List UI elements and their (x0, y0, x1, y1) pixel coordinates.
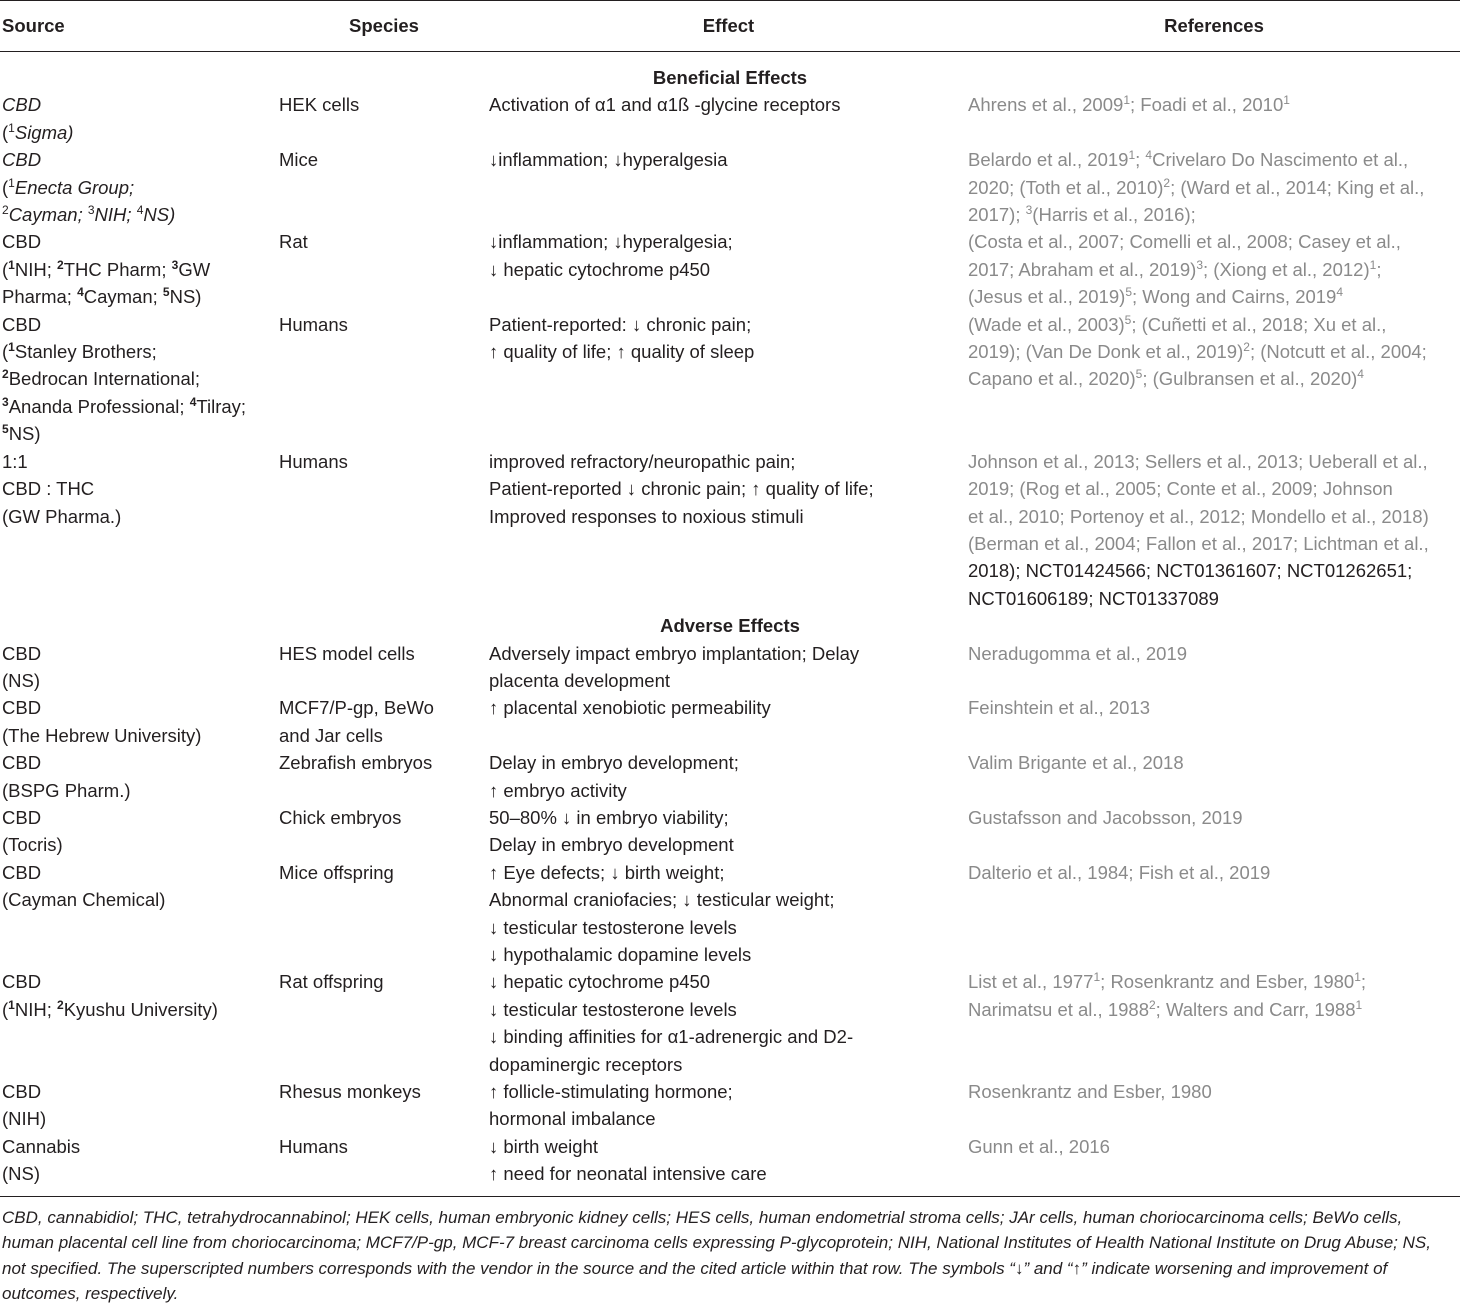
source-cell-line: CBD (2, 231, 42, 253)
source-cell-line: (Cayman Chemical) (2, 889, 166, 911)
table-row (0, 968, 1460, 1078)
species-cell-line: Humans (279, 450, 348, 472)
source-cell-line: Pharma; $^4$Cayman; $^5$NS) (2, 285, 202, 308)
header-source: Source (0, 1, 279, 52)
species-cell (279, 1078, 489, 1133)
effect-cell (489, 749, 968, 804)
effect-cell (489, 448, 968, 612)
header-effect: Effect (489, 1, 968, 52)
references-cell-line: List et al., 1977$^1$; Rosenkrantz and Esber, 1980$^1$; (968, 970, 1367, 993)
effect-cell (489, 146, 968, 228)
references-cell (968, 749, 1460, 804)
references-cell-line: Valim Brigante et al., 2018 (968, 752, 1184, 774)
references-cell (968, 859, 1460, 969)
source-cell-line: CBD (2, 971, 42, 993)
species-cell-line: Humans (279, 313, 348, 335)
references-cell-line: NCT01606189; NCT01337089 (968, 587, 1219, 609)
species-cell-line: Rat offspring (279, 971, 384, 993)
effect-cell (489, 804, 968, 859)
source-cell (0, 749, 279, 804)
source-cell-line: CBD (2, 752, 42, 774)
species-cell-line: Rhesus monkeys (279, 1081, 421, 1103)
references-cell-line: et al., 2010; Portenoy et al., 2012; Mondello et al., 2018) (968, 505, 1429, 527)
table-row (0, 640, 1460, 695)
table-row (0, 859, 1460, 969)
table-row (0, 749, 1460, 804)
source-cell-line: (NIH) (2, 1108, 47, 1130)
effect-cell-line: ↓inflammation; ↓hyperalgesia (489, 149, 728, 171)
effect-cell-line: ↑ placental xenobiotic permeability (489, 697, 771, 719)
table-row (0, 448, 1460, 612)
references-cell-line: 2017; Abraham et al., 2019)$^3$; (Xiong et al., 2012)$^1$; (968, 257, 1382, 280)
source-cell-line: (BSPG Pharm.) (2, 779, 131, 801)
source-cell-line: (The Hebrew University) (2, 724, 202, 746)
source-cell (0, 146, 279, 228)
effect-cell (489, 1078, 968, 1133)
references-cell-line: Capano et al., 2020)$^5$; (Gulbransen et al., 2020)$^4$ (968, 367, 1364, 390)
references-cell (968, 694, 1460, 749)
source-cell-line: (NS) (2, 1163, 41, 1185)
effect-cell-line: placenta development (489, 669, 671, 691)
source-cell-line: ($^1$NIH; $^2$THC Pharm; $^3$GW (2, 257, 211, 280)
effect-cell-line: Delay in embryo development (489, 834, 734, 856)
effect-cell-line: ↑ embryo activity (489, 779, 627, 801)
references-cell (968, 146, 1460, 228)
source-cell-line: (Tocris) (2, 834, 63, 856)
references-cell-line: Gustafsson and Jacobsson, 2019 (968, 806, 1243, 828)
references-cell-line: (Costa et al., 2007; Comelli et al., 2008; Casey et al., (968, 231, 1401, 253)
table-row (0, 1133, 1460, 1196)
species-cell (279, 228, 489, 310)
source-cell-line: CBD (2, 697, 42, 719)
references-cell (968, 448, 1460, 612)
source-cell-line: Cannabis (2, 1135, 81, 1157)
source-cell (0, 1078, 279, 1133)
source-cell-line: (NS) (2, 669, 41, 691)
effect-cell-line: Patient-reported ↓ chronic pain; ↑ quality of life; (489, 478, 874, 500)
source-cell-line: ($^1$Enecta Group; (2, 175, 135, 198)
references-cell-line: Dalterio et al., 1984; Fish et al., 2019 (968, 861, 1271, 883)
source-cell-line: $^2$Bedrocan International; (2, 367, 200, 390)
table-row (0, 311, 1460, 448)
source-cell-line: CBD (2, 313, 42, 335)
source-cell (0, 448, 279, 612)
references-cell (968, 311, 1460, 448)
species-cell (279, 859, 489, 969)
references-cell-line: 2020; (Toth et al., 2010)$^2$; (Ward et al., 2014; King et al., (968, 175, 1425, 198)
source-cell-line: $^2$Cayman; $^3$NIH; $^4$NS) (2, 202, 176, 226)
references-cell (968, 968, 1460, 1078)
effect-cell-line: ↑ Eye defects; ↓ birth weight; (489, 861, 725, 883)
references-cell-line: Belardo et al., 2019$^1$; $^4$Crivelaro Do Nascimento et al., (968, 148, 1409, 171)
species-cell-line: Rat (279, 231, 308, 253)
species-cell (279, 91, 489, 146)
effect-cell-line: 50–80% ↓ in embryo viability; (489, 806, 729, 828)
species-cell (279, 311, 489, 448)
species-cell (279, 448, 489, 612)
references-cell-line: Narimatsu et al., 1988$^2$; Walters and Carr, 1988$^1$ (968, 997, 1363, 1020)
source-cell-line: CBD (2, 149, 42, 171)
species-cell (279, 694, 489, 749)
effect-cell-line: ↓ hepatic cytochrome p450 (489, 971, 711, 993)
table-row (0, 228, 1460, 310)
effect-cell-line: Abnormal craniofacies; ↓ testicular weight; (489, 889, 835, 911)
source-cell (0, 311, 279, 448)
source-cell (0, 968, 279, 1078)
effect-cell-line: Improved responses to noxious stimuli (489, 505, 804, 527)
section-beneficial-label: Beneficial Effects (652, 67, 808, 88)
effect-cell-line: ↑ quality of life; ↑ quality of sleep (489, 341, 755, 363)
effect-cell (489, 311, 968, 448)
header-references: References (968, 1, 1460, 52)
references-cell-line: (Jesus et al., 2019)$^5$; Wong and Cairns, 2019$^4$ (968, 285, 1344, 308)
effect-cell-line: ↓ birth weight (489, 1135, 598, 1157)
source-cell-line: (GW Pharma.) (2, 505, 122, 527)
source-cell-line: CBD (2, 806, 42, 828)
species-cell (279, 1133, 489, 1196)
species-cell-line: Humans (279, 1135, 348, 1157)
effect-cell (489, 228, 968, 310)
references-cell-line: Rosenkrantz and Esber, 1980 (968, 1081, 1212, 1103)
effect-cell (489, 694, 968, 749)
source-cell-line: CBD (2, 861, 42, 883)
references-cell (968, 804, 1460, 859)
effect-cell-line: Patient-reported: ↓ chronic pain; (489, 313, 752, 335)
references-cell (968, 1133, 1460, 1196)
source-cell-line: CBD : THC (2, 478, 95, 500)
source-cell-line: $^5$NS) (2, 422, 41, 445)
species-cell (279, 749, 489, 804)
references-cell-line: Gunn et al., 2016 (968, 1135, 1110, 1157)
references-cell-line: 2019; (Rog et al., 2005; Conte et al., 2009; Johnson (968, 478, 1393, 500)
effect-cell (489, 1133, 968, 1196)
table-row (0, 804, 1460, 859)
effect-cell-line: improved refractory/neuropathic pain; (489, 450, 796, 472)
source-cell-line: ($^1$NIH; $^2$Kyushu University) (2, 997, 218, 1020)
effect-cell-line: ↓ hypothalamic dopamine levels (489, 944, 752, 965)
references-cell-line: 2019); (Van De Donk et al., 2019)$^2$; (Notcutt et al., 2004; (968, 339, 1427, 363)
references-cell-line: 2018); NCT01424566; NCT01361607; NCT01262651; (968, 560, 1413, 582)
effect-cell-line: Activation of α1 and α1ß -glycine receptors (489, 94, 841, 116)
table-row (0, 1078, 1460, 1133)
source-cell (0, 1133, 279, 1196)
species-cell-line: Chick embryos (279, 806, 402, 828)
species-cell-line: MCF7/P-gp, BeWo (279, 697, 434, 719)
source-cell (0, 859, 279, 969)
effect-cell-line: Delay in embryo development; (489, 752, 739, 774)
section-adverse-label: Adverse Effects (660, 615, 800, 637)
species-cell (279, 968, 489, 1078)
species-cell-line: Zebrafish embryos (279, 752, 433, 774)
effect-cell-line: hormonal imbalance (489, 1108, 656, 1130)
source-cell (0, 640, 279, 695)
source-cell (0, 91, 279, 146)
section-beneficial (0, 52, 1460, 92)
source-cell-line: CBD (2, 642, 42, 664)
species-cell-line: HES model cells (279, 642, 415, 664)
effect-cell-line: ↓ testicular testosterone levels (489, 916, 737, 938)
references-cell-line: (Wade et al., 2003)$^5$; (Cuñetti et al., 2018; Xu et al., (968, 312, 1387, 335)
references-cell-line: (Berman et al., 2004; Fallon et al., 2017; Lichtman et al., (968, 532, 1429, 554)
table-row (0, 91, 1460, 146)
effect-cell-line: ↓inflammation; ↓hyperalgesia; (489, 231, 733, 253)
table-footnote: CBD, cannabidiol; THC, tetrahydrocannabinol; HEK cells, human embryonic kidney cells; HES cells, human endometrial stroma cells; JAr cells, human choriocarcinoma cells; BeWo cells, human placental cell line from choriocarcinoma; MCF7/P-gp, MCF-7 breast carcinoma cells expressing P-glycoprotein; NIH, National Institutes of Health National Institute on Drug Abuse; NS, not specified. The superscripted numbers corresponds with the vendor in the source and the cited article within that row. The symbols “↓” and “↑” indicate worsening and improvement of outcomes, respectively. (0, 1196, 1460, 1307)
references-cell-line: Ahrens et al., 2009$^1$; Foadi et al., 2010$^1$ (968, 93, 1290, 116)
references-cell (968, 91, 1460, 146)
references-cell-line: Johnson et al., 2013; Sellers et al., 2013; Ueberall et al., (968, 450, 1428, 472)
effect-cell-line: ↓ binding affinities for α1-adrenergic and D2- (489, 1026, 854, 1048)
effect-cell (489, 640, 968, 695)
effect-cell-line: dopaminergic receptors (489, 1053, 683, 1075)
effect-cell-line: Adversely impact embryo implantation; Delay (489, 642, 860, 664)
effect-cell-line: ↓ hepatic cytochrome p450 (489, 258, 711, 280)
species-cell-line: Mice (279, 149, 319, 171)
effect-cell (489, 91, 968, 146)
effect-cell-line: ↓ testicular testosterone levels (489, 998, 737, 1020)
source-cell-line: $^3$Ananda Professional; $^4$Tilray; (2, 394, 247, 417)
species-cell (279, 640, 489, 695)
references-cell-line: Neradugomma et al., 2019 (968, 642, 1188, 664)
source-cell (0, 694, 279, 749)
source-cell-line: CBD (2, 94, 42, 116)
references-cell (968, 640, 1460, 695)
source-cell-line: ($^1$Sigma) (2, 120, 74, 143)
species-cell-line: and Jar cells (279, 724, 383, 746)
table-row (0, 694, 1460, 749)
source-cell-line: 1:1 (2, 450, 28, 472)
species-cell-line: HEK cells (279, 94, 360, 116)
source-cell-line: CBD (2, 1081, 42, 1103)
effect-cell (489, 968, 968, 1078)
effect-cell (489, 859, 968, 969)
species-cell (279, 804, 489, 859)
references-cell (968, 1078, 1460, 1133)
header-species: Species (279, 1, 489, 52)
references-cell-line: 2017); $^3$(Harris et al., 2016); (968, 202, 1196, 226)
table-row (0, 146, 1460, 228)
species-cell (279, 146, 489, 228)
table-body (0, 52, 1460, 1196)
species-cell-line: Mice offspring (279, 861, 394, 883)
effect-cell-line: ↑ follicle-stimulating hormone; (489, 1081, 733, 1103)
source-cell (0, 804, 279, 859)
header-row (0, 1, 1460, 52)
effect-cell-line: ↑ need for neonatal intensive care (489, 1163, 767, 1185)
references-cell (968, 228, 1460, 310)
source-cell-line: ($^1$Stanley Brothers; (2, 339, 157, 363)
section-adverse (0, 612, 1460, 639)
references-cell-line: Feinshtein et al., 2013 (968, 697, 1151, 719)
source-cell (0, 228, 279, 310)
